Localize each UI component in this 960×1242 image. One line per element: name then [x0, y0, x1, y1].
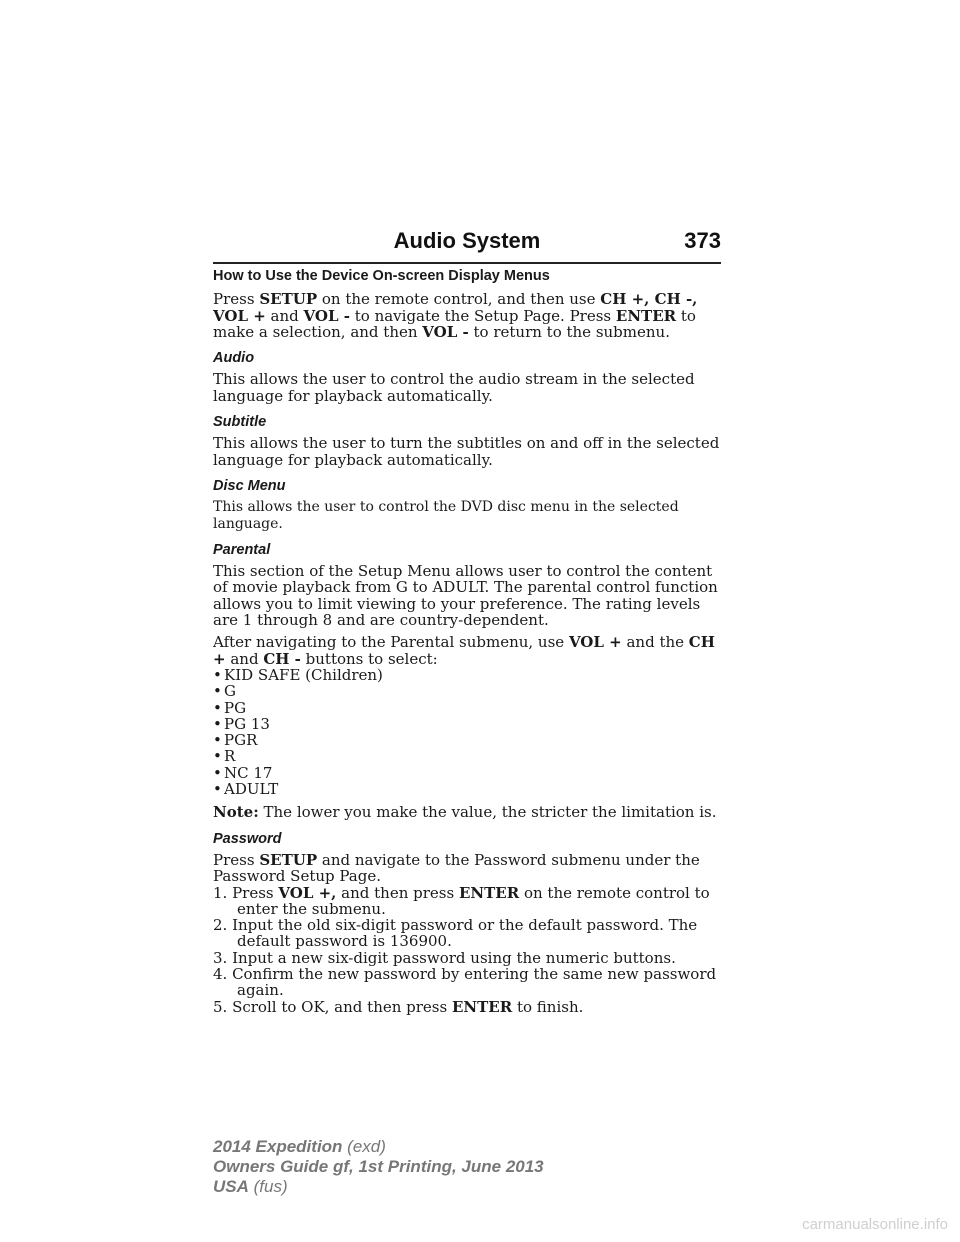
- text-run: buttons to select:: [300, 649, 438, 668]
- audio-heading: Audio: [213, 350, 255, 367]
- text-run: After navigating to the Parental submenu, use: [213, 633, 569, 652]
- key-vol-plus: VOL +,: [278, 883, 337, 902]
- intro-paragraph: [213, 291, 723, 340]
- key-ch-vol: CH +, CH -, VOL +: [213, 290, 698, 325]
- footer-line-2: [213, 1157, 544, 1177]
- text-run: Press: [213, 290, 260, 309]
- list-item: • PG: [213, 700, 723, 716]
- step-5: [213, 999, 723, 1015]
- password-intro: [213, 852, 723, 885]
- text-run: to finish.: [512, 997, 584, 1016]
- footer-model-code: (exd): [347, 1137, 386, 1156]
- text-run: and: [265, 306, 304, 325]
- section-title: Audio System: [393, 228, 541, 253]
- footer-model: 2014 Expedition: [213, 1137, 343, 1156]
- password-steps: [213, 885, 723, 1015]
- footer-line-3: [213, 1177, 544, 1197]
- key-enter: ENTER: [451, 997, 513, 1016]
- page-header: [213, 228, 721, 264]
- parental-text: This section of the Setup Menu allows user to control the content of movie playback from G to ADULT. The parental control function allows you to limit viewing to your preference. The rating levels are 1 through 8 and are country-dependent.: [213, 562, 718, 630]
- page-footer: [213, 1137, 544, 1197]
- text-run: and the: [621, 633, 689, 652]
- key-ch-minus: CH -: [263, 649, 301, 668]
- key-enter: ENTER: [615, 306, 677, 325]
- list-item: • R: [213, 748, 723, 764]
- key-setup: SETUP: [259, 290, 318, 309]
- footer-market: USA: [213, 1177, 249, 1196]
- disc-menu-text: This allows the user to control the DVD disc menu in the selected language.: [213, 499, 679, 532]
- text-run: 1. Press: [213, 883, 279, 902]
- key-vol-minus: VOL -: [303, 306, 350, 325]
- note-paragraph: [213, 804, 723, 820]
- list-item: • PGR: [213, 732, 723, 748]
- list-item: • ADULT: [213, 781, 723, 797]
- list-item: • PG 13: [213, 716, 723, 732]
- key-setup: SETUP: [259, 850, 318, 869]
- text-run: 5. Scroll to OK, and then press: [213, 997, 452, 1016]
- step-3: 3. Input a new six-digit password using the numeric buttons.: [213, 948, 676, 967]
- rating-list: [213, 667, 723, 797]
- step-2: 2. Input the old six-digit password or the default password. The default password is 136900.: [213, 916, 698, 951]
- text-run: to navigate the Setup Page. Press: [349, 306, 616, 325]
- text-run: and then press: [336, 883, 459, 902]
- password-heading: Password: [213, 830, 282, 847]
- footer-line-1: [213, 1137, 544, 1157]
- page-content: [213, 268, 723, 1015]
- main-heading: How to Use the Device On-screen Display Menus: [213, 268, 550, 284]
- watermark: carmanualsonline.info: [802, 1216, 948, 1233]
- list-item: • KID SAFE (Children): [213, 667, 723, 683]
- text-run: to return to the submenu.: [468, 322, 670, 341]
- parental-heading: Parental: [213, 541, 271, 558]
- list-item: • G: [213, 683, 723, 699]
- page-number: 373: [684, 228, 721, 253]
- step-1: [213, 885, 723, 918]
- text-run: and navigate to the Password submenu under the Password Setup Page.: [213, 850, 700, 886]
- note-text: The lower you make the value, the stricter the limitation is.: [258, 803, 717, 822]
- disc-menu-heading: Disc Menu: [213, 477, 286, 494]
- text-run: to make a selection, and then: [213, 306, 696, 341]
- text-run: and: [225, 649, 264, 668]
- audio-text: This allows the user to control the audio stream in the selected language for playback automatically.: [213, 370, 695, 405]
- key-vol-minus: VOL -: [422, 322, 469, 341]
- list-item: • NC 17: [213, 765, 723, 781]
- text-run: on the remote control, and then use: [317, 290, 601, 309]
- footer-market-code: (fus): [253, 1177, 288, 1196]
- key-ch-plus: CH +: [213, 633, 715, 668]
- note-label: Note:: [213, 803, 259, 822]
- key-vol-plus: VOL +: [568, 633, 622, 652]
- subtitle-text: This allows the user to turn the subtitles on and off in the selected language for playback automatically.: [213, 434, 720, 469]
- subtitle-heading: Subtitle: [213, 414, 267, 431]
- text-run: on the remote control to enter the submenu.: [237, 883, 710, 918]
- footer-printing: Owners Guide gf, 1st Printing, June 2013: [213, 1157, 544, 1176]
- parental-nav-paragraph: [213, 634, 723, 667]
- key-enter: ENTER: [458, 883, 520, 902]
- step-4: 4. Confirm the new password by entering the same new password again.: [213, 964, 717, 1000]
- text-run: Press: [213, 850, 260, 869]
